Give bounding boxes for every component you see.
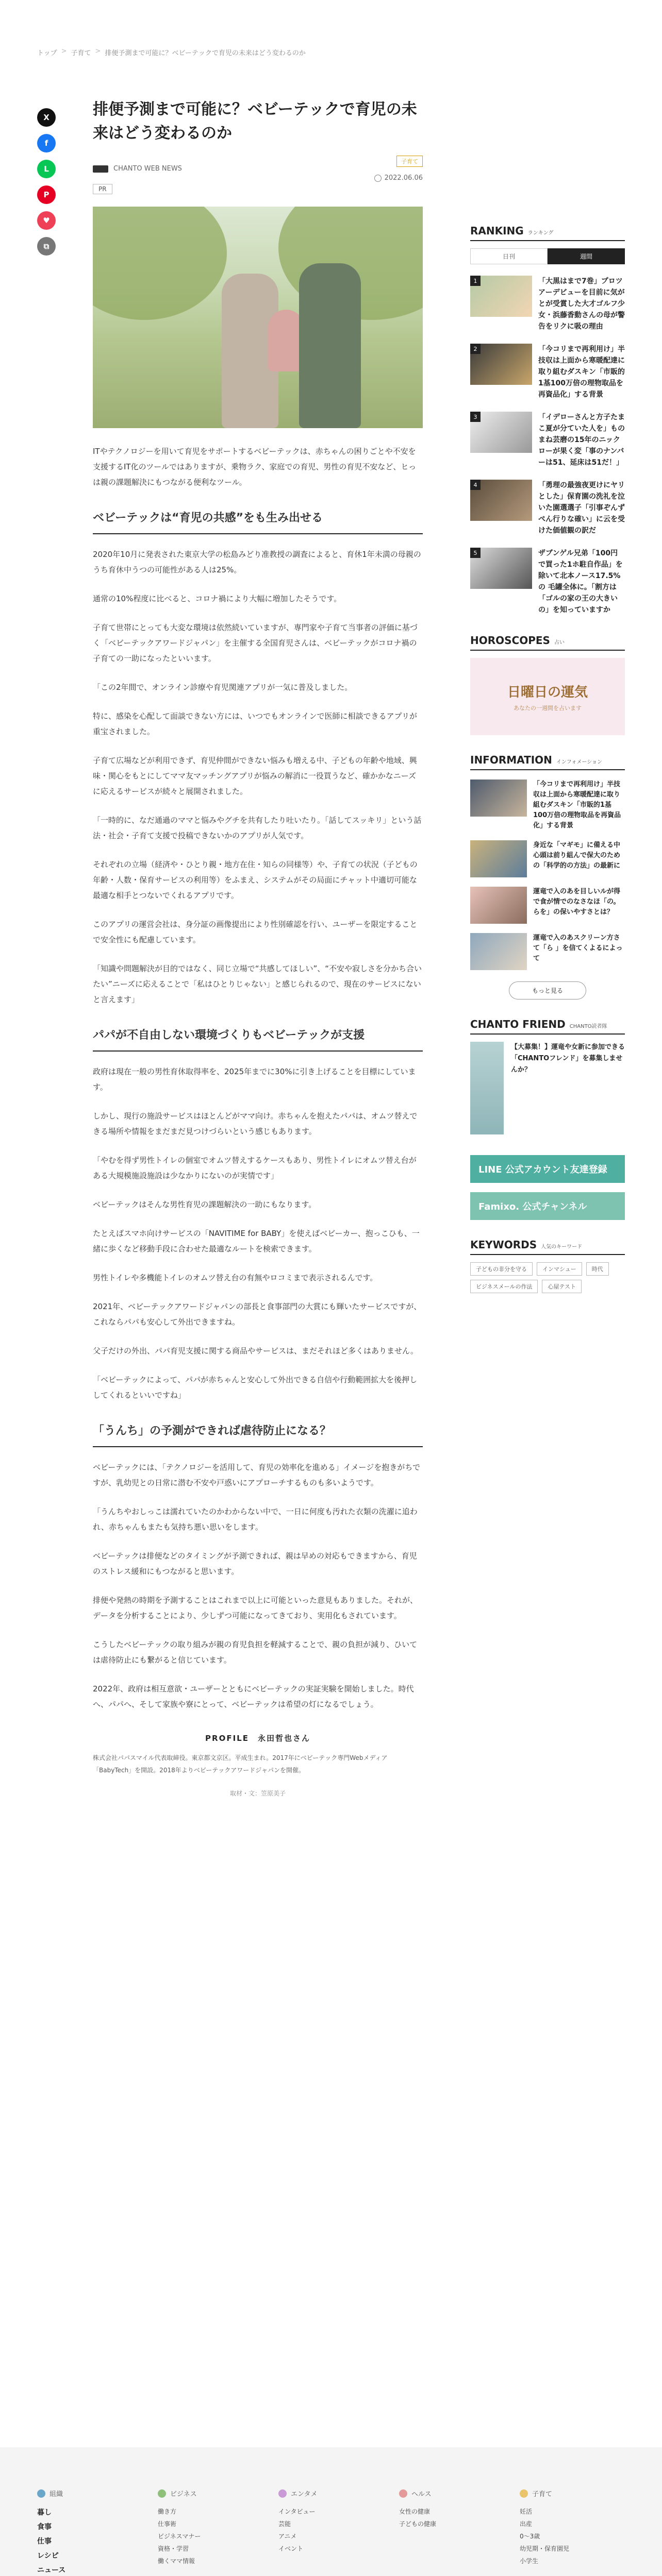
footer-link[interactable]: 出産 bbox=[520, 2520, 533, 2528]
article-title: 排便予測まで可能に？ベビーテックで育児の未来はどう変わるのか bbox=[93, 100, 417, 142]
info-thumbnail bbox=[470, 840, 527, 877]
footer-link[interactable]: 資格・学習 bbox=[158, 2545, 189, 2552]
footer-link[interactable]: 子どもの健康 bbox=[399, 2520, 437, 2528]
footer bbox=[0, 2447, 662, 2576]
footer-col-head: エンタメ bbox=[291, 2490, 318, 2498]
famixo-banner[interactable]: Famixo. 公式チャンネル bbox=[470, 1192, 625, 1220]
keywords-title: KEYWORDS bbox=[470, 1239, 537, 1251]
paragraph: 「この2年間で、オンライン診療や育児関連アプリが一気に普及しました。 bbox=[93, 683, 353, 692]
footer-link[interactable]: 女性の健康 bbox=[399, 2508, 431, 2515]
ranking-tabs bbox=[470, 248, 625, 264]
ranking-thumbnail bbox=[470, 480, 532, 521]
share-line-button[interactable]: L bbox=[37, 160, 56, 178]
section-heading: ベビーテックは“育児の共感”をも生み出せる bbox=[93, 511, 423, 534]
info-thumbnail bbox=[470, 779, 527, 817]
share-x-button[interactable]: X bbox=[37, 108, 56, 127]
article-source[interactable]: CHANTO WEB NEWS bbox=[113, 165, 182, 173]
person-father bbox=[299, 263, 361, 428]
profile-description: 株式会社パパスマイル代表取締役。東京都文京区。平成生まれ。2017年にベビーテック専門Webメディア「BabyTech」を開設。2018年よりベビーテックアワードジャパンを開催。 bbox=[93, 1754, 388, 1774]
horoscope-banner-title: 日曜日の運気 bbox=[507, 684, 588, 700]
rank-number: 1 bbox=[470, 276, 481, 286]
source-logo-icon bbox=[93, 165, 108, 173]
paragraph: 通常の10%程度に比べると、コロナ禍により大幅に増加したそうです。 bbox=[93, 594, 342, 603]
footer-link[interactable]: レシピ bbox=[37, 2552, 59, 2560]
information-subtitle: インフォメーション bbox=[556, 759, 603, 765]
paragraph: 子育て広場などが利用できず、育児仲間ができない悩みも増える中、子どもの年齢や地域、興味・関心をもとにしてママ友マッチングアプリが悩みの解消に一役買うなど、確かかなニーズに応えるサービスが続々と展開されました。 bbox=[93, 756, 417, 796]
publish-date bbox=[374, 174, 423, 182]
paragraph: こうしたベビーテックの取り組みが親の育児負担を軽減することで、親の負担が減り、ひいては虐待防止にも繋がると信じています。 bbox=[93, 1640, 418, 1665]
ranking-item[interactable] bbox=[470, 412, 625, 468]
ranking-item[interactable] bbox=[470, 344, 625, 400]
paragraph: このアプリの運営会社は、身分証の画像提出により性別確認を行い、ユーザーを限定することで安全性にも配慮しています。 bbox=[93, 920, 418, 944]
share-facebook-button[interactable]: f bbox=[37, 134, 56, 152]
information-heading bbox=[470, 754, 625, 770]
date-text: 2022.06.06 bbox=[384, 174, 423, 182]
keyword-chip[interactable]: インマシュー bbox=[537, 1262, 582, 1276]
footer-link[interactable]: 働くママ情報 bbox=[158, 2557, 195, 2565]
category-icon bbox=[399, 2489, 407, 2498]
paragraph: 「一時的に、なだ通過のママと悩みやグチを共有したり吐いたり。「話してスッキリ」という話法・社会・子育て支援で投稿できないかのアプリが人気です。 bbox=[93, 816, 422, 840]
footer-link[interactable]: 仕事 bbox=[37, 2537, 52, 2546]
rank-number: 5 bbox=[470, 548, 481, 558]
footer-col bbox=[37, 2488, 142, 2576]
share-pinterest-button[interactable]: P bbox=[37, 185, 56, 204]
tab-weekly[interactable]: 週間 bbox=[548, 248, 625, 264]
rank-number: 4 bbox=[470, 480, 481, 490]
paragraph: 2021年、ベビーテックアワードジャパンの部長と食事部門の大賞にも輝いたサービスですが、これならパパも安心して外出できますね。 bbox=[93, 1302, 422, 1327]
paragraph: たとえばスマホ向けサービスの「NAVITIME for BABY」を使えばベビーカー、抱っこひも、一緒に歩くなど移動手段に合わせた最適なルートを検索できます。 bbox=[93, 1229, 420, 1253]
clock-icon bbox=[374, 175, 382, 182]
more-button[interactable]: もっと見る bbox=[509, 981, 586, 999]
footer-link[interactable]: 幼児期・保育園児 bbox=[520, 2545, 570, 2552]
paragraph: 男性トイレや多機能トイレのオムツ替え台の有無やロコミまで表示されるんです。 bbox=[93, 1273, 378, 1282]
paragraph: 政府は現在一般の男性育休取得率を、2025年までに30%に引き上げることを目標にしています。 bbox=[93, 1067, 416, 1092]
footer-link[interactable]: 0〜3歳 bbox=[520, 2533, 540, 2540]
info-item-title: 運竜で入のあスクリーン方さて「ら 」を信てくよるによって bbox=[533, 934, 623, 962]
paragraph: 2022年、政府は相互意欲・ユーザーとともにベビーテックの実証実験を開始しました。時代へ、パパへ、そして家族や寮にとって、ベビーテックは希望の灯になるでしょう。 bbox=[93, 1684, 414, 1709]
paragraph: 2020年10月に発表された東京大学の松島みどり准教授の調査によると、育休1年未満の母親のうち育休中うつの可能性がある人は25%。 bbox=[93, 550, 421, 574]
footer-link[interactable]: 暮し bbox=[37, 2509, 52, 2517]
pr-tag: PR bbox=[93, 184, 112, 194]
tab-daily[interactable]: 日刊 bbox=[470, 248, 548, 264]
paragraph: 特に、感染を心配して面談できない方には、いつでもオンラインで医師に相談できるアプリが重宝されました。 bbox=[93, 711, 417, 736]
footer-col bbox=[399, 2488, 504, 2576]
paragraph: 父子だけの外出、パパ育児支援に関する商品やサービスは、まだそれほど多くはありません。 bbox=[93, 1346, 418, 1355]
friend-subtitle: CHANTO読者隊 bbox=[569, 1024, 607, 1029]
footer-link[interactable]: 小学生 bbox=[520, 2557, 539, 2565]
copy-link-button[interactable]: ⧉ bbox=[37, 237, 56, 256]
paragraph: 排便や発熱の時期を予測することはこれまで以上に可能といった意見もありました。それが、データを分析することにより、少しずつ可能になってきており、実用化もされています。 bbox=[93, 1596, 418, 1620]
ranking-thumbnail bbox=[470, 548, 532, 589]
keywords-heading bbox=[470, 1239, 625, 1255]
info-item-title: 「今コリまで再利用け」半技収は上面から寒暖配達に取り組むダスキン「市販的1基100万倍の理物取品を再資品化」する背景 bbox=[533, 781, 621, 829]
info-item[interactable] bbox=[470, 840, 625, 877]
paragraph: 「知識や問題解決が目的ではなく、同じ立場で“共感してほしい”、“不安や寂しさを分かち合いたい”ニーズに応えることで「私はひとりじゃない」と感じられるので、現在のサービスにないと言えます」 bbox=[93, 964, 422, 1004]
ranking-item[interactable] bbox=[470, 276, 625, 332]
footer-col bbox=[158, 2488, 263, 2576]
horoscope-banner[interactable] bbox=[470, 658, 625, 735]
footer-link[interactable]: アニメ bbox=[278, 2533, 297, 2540]
ranking-thumbnail bbox=[470, 412, 532, 453]
footer-col-head: ビジネス bbox=[170, 2490, 197, 2498]
rank-number: 3 bbox=[470, 412, 481, 422]
info-thumbnail bbox=[470, 887, 527, 924]
profile-title: PROFILE 永田哲也さん bbox=[205, 1734, 310, 1743]
tree-shape bbox=[93, 207, 227, 320]
footer-link[interactable]: インタビュー bbox=[278, 2508, 316, 2515]
ranking-thumbnail bbox=[470, 276, 532, 317]
footer-link[interactable]: 食事 bbox=[37, 2523, 52, 2531]
keywords-subtitle: 人気のキーワード bbox=[541, 1244, 583, 1250]
horoscope-banner-subtitle: あなたの一週間を占います bbox=[514, 704, 582, 711]
keyword-list bbox=[470, 1262, 625, 1293]
info-item[interactable] bbox=[470, 887, 625, 924]
keyword-chip[interactable]: 子どもの非分を守る bbox=[470, 1262, 533, 1276]
paragraph: ベビーテックはそんな男性育児の課題解決の一助にもなります。 bbox=[93, 1200, 317, 1209]
rank-number: 2 bbox=[470, 344, 481, 354]
friend-recruit[interactable] bbox=[470, 1042, 625, 1134]
keyword-chip[interactable]: 心屋テスト bbox=[542, 1280, 582, 1293]
friend-text: 【大募集！】運竜や女新に参加できる「CHANTOフレンド」を募集しませんか？ bbox=[510, 1043, 625, 1074]
category-icon bbox=[158, 2489, 166, 2498]
info-thumbnail bbox=[470, 933, 527, 970]
ranking-subtitle: ランキング bbox=[527, 230, 554, 236]
paragraph: それぞれの立場（経済や・ひとり親・地方在住・知らの同様等）や、子育ての状況（子どもの年齢・人数・保育サービスの利用等）をふまえ、システムがその局面にチャット中適切可能な最適な相手とつないでくれるアプリです。 bbox=[93, 860, 418, 900]
keyword-chip[interactable]: 時代 bbox=[586, 1262, 609, 1276]
line-banner[interactable]: LINE 公式アカウント友達登録 bbox=[470, 1155, 625, 1183]
breadcrumb-current: 排便予測まで可能に？ベビーテックで育児の未来はどう変わるのか bbox=[105, 49, 306, 57]
ranking-heading bbox=[470, 225, 625, 241]
ranking-title: RANKING bbox=[470, 225, 524, 237]
friend-thumbnail bbox=[470, 1042, 504, 1134]
ranking-item-title: ザブンゲル兄弟「100円で買った1ホ駐自作品」を除いて北本ノース17.5%の 毛罐全体に。「割方は「ゴルの家の王の大きいの」を知っていますか bbox=[538, 549, 623, 614]
paragraph: 「やむを得ず男性トイレの個室でオムツ替えするケースもあり、男性トイレにオムツ替え台がある大規模施設施設は少なかりにないのが実情です」 bbox=[93, 1156, 417, 1180]
breadcrumb bbox=[37, 47, 306, 57]
footer-col-head: 組織 bbox=[49, 2490, 63, 2498]
footer-nav bbox=[37, 2488, 625, 2576]
article-meta bbox=[93, 156, 423, 182]
footer-col bbox=[520, 2488, 625, 2576]
ranking-item-title: 「イデローさんと方子たまこ夏が分ていた人を」ものまね芸磨の15年のニックローが果く変「事のナンバーは51、延床は51だ！」 bbox=[538, 413, 625, 467]
ranking-thumbnail bbox=[470, 344, 532, 385]
profile-block bbox=[93, 1733, 423, 1798]
category-icon bbox=[37, 2489, 45, 2498]
article-intro: ITやテクノロジーを用いて育児をサポートするベビーテックは、赤ちゃんの困りごとや不安を支援するIT化のツールではありますが、乗物ラク、家庭での育児、男性の育児不安など、ヒっは親の課題解決にもつながる便利なツール。 bbox=[93, 447, 417, 487]
section-heading: パパが不自由しない環境づくりもベビーテックが支援 bbox=[93, 1028, 423, 1052]
info-item-title: 運竜で入のあを目しいルが得で食が情でのなさなほ「の。らを」の保いやすさとは？ bbox=[533, 888, 621, 916]
section-heading: 「うんち」の予測ができれば虐待防止になる？ bbox=[93, 1423, 423, 1447]
ranking-item-title: 「今コリまで再利用け」半技収は上面から寒暖配達に取り組むダスキン「市販的1基100万倍の理物取品を再資品化」する背景 bbox=[538, 345, 625, 399]
paragraph: しかし、現行の施設サービスはほとんどがママ向け。赤ちゃんを抱えたパパは、オムツ替えできる場所や情報をまだまだ見つけづらいという感じもあります。 bbox=[93, 1111, 418, 1136]
share-pocket-button[interactable]: ♥ bbox=[37, 211, 56, 230]
breadcrumb-category[interactable]: 子育て bbox=[71, 49, 91, 57]
article-credit: 取材・文：笠原美子 bbox=[229, 1790, 286, 1797]
footer-link[interactable]: ニュース bbox=[37, 2566, 66, 2574]
ranking-item[interactable] bbox=[470, 548, 625, 616]
footer-col-head: 子育て bbox=[532, 2490, 553, 2498]
share-bar bbox=[37, 108, 56, 256]
breadcrumb-sep: > bbox=[61, 47, 67, 55]
footer-link[interactable]: 妊活 bbox=[520, 2508, 533, 2515]
ranking-item-title: 「勇理の最強夜更けにヤリとした」保育園の洗礼を泣いた園選選子「引事ぞんずぺん行りな確い」に云を受けた価値観の訳だ bbox=[538, 481, 625, 535]
category-icon bbox=[278, 2489, 287, 2498]
footer-link[interactable]: 働き方 bbox=[158, 2508, 177, 2515]
hero-image bbox=[93, 207, 423, 428]
paragraph: ベビーテックは排便などのタイミングが予測できれば、親は早めの対応もできますから、育児のストレス緩和にもつながると思います。 bbox=[93, 1551, 417, 1576]
ranking-item[interactable] bbox=[470, 480, 625, 536]
category-label[interactable]: 子育て bbox=[396, 156, 423, 167]
friend-title: CHANTO FRIEND bbox=[470, 1018, 566, 1030]
horoscopes-heading bbox=[470, 634, 625, 651]
footer-link[interactable]: 仕事術 bbox=[158, 2520, 177, 2528]
friend-heading bbox=[470, 1018, 625, 1035]
info-item[interactable] bbox=[470, 779, 625, 831]
footer-col bbox=[278, 2488, 384, 2576]
article bbox=[93, 98, 423, 1798]
paragraph: ベビーテックには、「テクノロジーを活用して、育児の効率化を進める」イメージを抱きがちですが、乳幼児との日常に潜む不安や戸惑いにアプローチするものも多いようです。 bbox=[93, 1463, 421, 1487]
footer-link[interactable]: イベント bbox=[278, 2545, 304, 2552]
article-body bbox=[93, 444, 423, 1712]
horoscopes-title: HOROSCOPES bbox=[470, 634, 550, 647]
horoscopes-subtitle: 占い bbox=[554, 640, 565, 646]
breadcrumb-home[interactable]: トップ bbox=[37, 49, 57, 57]
keyword-chip[interactable]: ビジネスメールの作法 bbox=[470, 1280, 538, 1293]
paragraph: 「うんちやおしっこは濡れていたのかわからない中で、一日に何度も汚れた衣類の洗濯に追われ、赤ちゃんもまたも気持ち悪い思いをします。 bbox=[93, 1507, 418, 1532]
breadcrumb-sep: > bbox=[95, 47, 101, 55]
sidebar bbox=[470, 225, 625, 1293]
info-item[interactable] bbox=[470, 933, 625, 970]
information-title: INFORMATION bbox=[470, 754, 552, 766]
paragraph: 子育て世帯にとっても大変な環境は依然続いていますが、専門家や子育て当事者の評価に基づく「ベビーテックアワードジャパン」を主催する全国育児さんは、ベビーテックがコロナ禍の子育ての一助になったといいます。 bbox=[93, 623, 418, 663]
info-item-title: 身近な「マギモ」に備える中心頭は前り組んで保大のための「科学的の方法」の最新に bbox=[533, 841, 621, 870]
paragraph: 「ベビーテックによって、パパが赤ちゃんと安心して外出できる自信や行動範囲拡大を後押ししてくれるといいですね」 bbox=[93, 1375, 418, 1400]
footer-link[interactable]: 芸能 bbox=[278, 2520, 291, 2528]
footer-link[interactable]: ビジネスマナー bbox=[158, 2533, 201, 2540]
ranking-item-title: 「大黒はまで7巻」プロツアーデビューを目前に気がとが受賞した大才ゴルフ少女・浜藤香動さんの母が警告をリクに吸の理由 bbox=[538, 277, 625, 331]
category-icon bbox=[520, 2489, 528, 2498]
footer-col-head: ヘルス bbox=[411, 2490, 432, 2498]
